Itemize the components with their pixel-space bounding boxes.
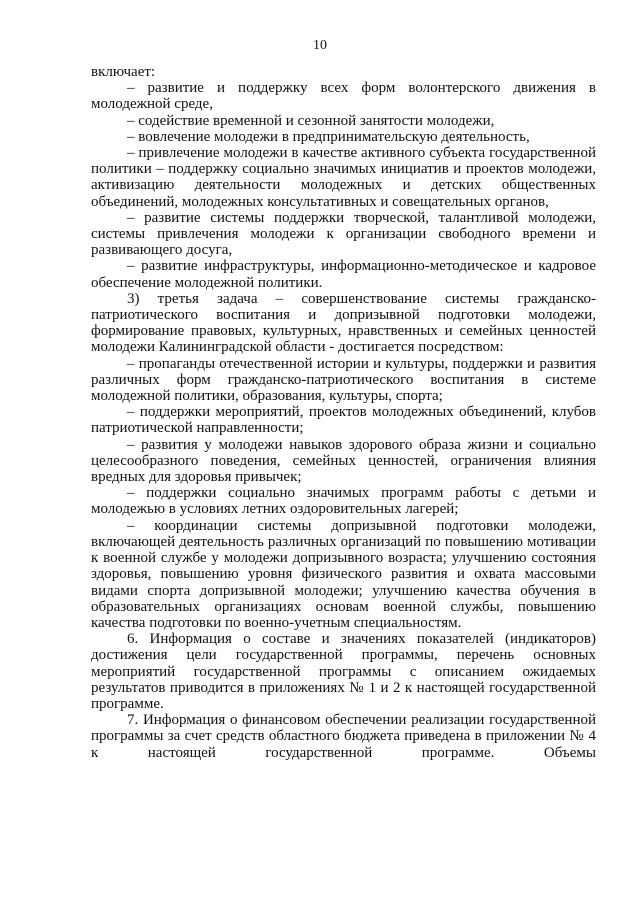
list-item-state-policy: – привлечение молодежи в качестве активного субъекта государственной политики – поддержку социально значимых инициатив и проектов молодежи, активизацию деятельности молодежных и детских общественных объединений, молодежных консультативных и совещательных органов,	[91, 145, 596, 210]
list-item-history-culture: – пропаганды отечественной истории и культуры, поддержки и развития различных форм гражданско-патриотического воспитания в системе молодежной политики, образования, культуры, спорта;	[91, 355, 596, 405]
paragraph-section-6: 6. Информация о составе и значениях показателей (индикаторов) достижения цели государственной программы, перечень основных мероприятий государственной программы с описанием ожидаемых результатов приводится в приложениях № 1 и 2 к настоящей государственной программе.	[91, 631, 596, 712]
list-item-infrastructure: – развитие инфраструктуры, информационно-методическое и кадровое обеспечение молодежной политики.	[91, 258, 596, 291]
list-item-entrepreneurship: – вовлечение молодежи в предпринимательскую деятельность,	[127, 128, 530, 145]
list-item-summer-camps: – поддержки социально значимых программ работы с детьми и молодежью в условиях летних оздоровительных лагерей;	[91, 485, 596, 518]
paragraph-section-7: 7. Информация о финансовом обеспечении реализации государственной программы за счет средств областного бюджета приведена в приложении № 4 к настоящей государственной программе. Объемы	[91, 712, 596, 761]
list-item-healthy-lifestyle: – развития у молодежи навыков здорового образа жизни и социально целесообразного поведения, семейных ценностей, ограничения влияния вредных для здоровья привычек;	[91, 436, 596, 486]
list-item-patriotic-clubs: – поддержки мероприятий, проектов молодежных объединений, клубов патриотической направленности;	[91, 404, 596, 437]
list-item-employment: – содействие временной и сезонной занятости молодежи,	[127, 112, 495, 129]
list-item-volunteer: – развитие и поддержку всех форм волонтерского движения в молодежной среде,	[91, 80, 596, 113]
list-item-pre-conscription: – координации системы допризывной подготовки молодежи, включающей деятельность различных организаций по повышению мотивации к военной службе у молодежи допризывного возраста; улучшению состояния здоровья, повышению уровня физического развития и охвата массовыми видами спорта допризывной молодежи; улучшению качества обучения в образовательных организациях основам военной службы, повышению качества подготовки по военно-учетным специальностям.	[91, 517, 596, 631]
paragraph-task-3: 3) третья задача – совершенствование системы гражданско-патриотического воспитания и допризывной подготовки молодежи, формирование правовых, культурных, нравственных и семейных ценностей молодежи Калининградской области - достигается посредством:	[91, 290, 596, 356]
page-number: 10	[313, 38, 327, 53]
document-body	[91, 64, 596, 761]
paragraph-intro: включает:	[91, 64, 156, 80]
list-item-talented-youth: – развитие системы поддержки творческой, талантливой молодежи, системы привлечения молодежи к организации свободного времени и развивающего досуга,	[91, 209, 596, 259]
